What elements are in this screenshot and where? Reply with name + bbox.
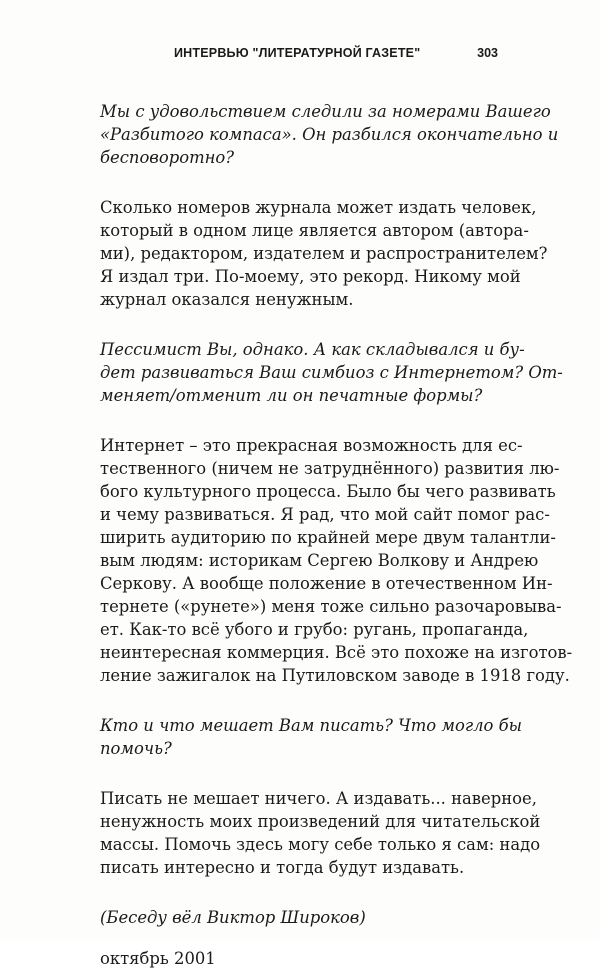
text-line: ширить аудиторию по крайней мере двум талантли- [100, 528, 556, 547]
text-line: писать интересно и тогда будут издавать. [100, 858, 465, 877]
answer-paragraph [100, 434, 573, 687]
text-line: помочь? [100, 739, 172, 758]
text-line: Интернет – это прекрасная возможность для ес- [100, 436, 523, 455]
text-line: ет. Как-то всё убого и грубо: ругань, пропаганда, [100, 620, 529, 639]
text-line: бесповоротно? [100, 148, 235, 167]
text-line: Пессимист Вы, однако. А как складывался и бу- [100, 340, 525, 359]
text-line: дет развиваться Ваш симбиоз с Интернетом? От- [100, 363, 563, 382]
text-line: меняет/отменит ли он печатные формы? [100, 386, 483, 405]
text-line: Мы с удовольствием следили за номерами Вашего [100, 102, 551, 121]
interview-blocks [100, 100, 573, 879]
text-line: Сколько номеров журнала может издать человек, [100, 198, 537, 217]
running-head [100, 46, 510, 66]
text-line: «Разбитого компаса». Он разбился окончательно и [100, 125, 559, 144]
text-line: журнал оказался ненужным. [100, 290, 354, 309]
text-line: Писать не мешает ничего. А издавать... наверное, [100, 789, 537, 808]
text-line: ление зажигалок на Путиловском заводе в 1918 году. [100, 666, 570, 685]
answer-paragraph [100, 787, 541, 879]
text-line: неинтересная коммерция. Всё это похоже на изготов- [100, 643, 573, 662]
text-line: вым людям: историкам Сергею Волкову и Андрею [100, 551, 539, 570]
question-paragraph [100, 100, 559, 169]
text-line: бого культурного процесса. Было бы чего развивать [100, 482, 556, 501]
date-line: октябрь 2001 [100, 949, 216, 968]
text-line: тественного (ничем не затруднённого) развития лю- [100, 459, 560, 478]
interviewer-credit: (Беседу вёл Виктор Широков) [100, 908, 366, 927]
body-text [100, 100, 573, 970]
answer-paragraph [100, 196, 548, 311]
text-line: ми), редактором, издателем и распространителем? [100, 244, 548, 263]
running-title: ИНТЕРВЬЮ "ЛИТЕРАТУРНОЙ ГАЗЕТЕ" [174, 46, 421, 60]
text-line: массы. Помочь здесь могу себе только я сам: надо [100, 835, 541, 854]
question-paragraph [100, 338, 563, 407]
text-line: Кто и что мешает Вам писать? Что могло бы [100, 716, 522, 735]
text-line: который в одном лице является автором (авторa- [100, 221, 529, 240]
text-line: и чему развиваться. Я рад, что мой сайт помог рас- [100, 505, 550, 524]
text-line: тернете («рунете») меня тоже сильно разочаровыва- [100, 597, 562, 616]
page-number: 303 [477, 46, 498, 60]
text-line: ненужность моих произведений для читательской [100, 812, 541, 831]
question-paragraph [100, 714, 522, 760]
text-line: Я издал три. По-моему, это рекорд. Никому мой [100, 267, 521, 286]
text-line: Серкову. А вообще положение в отечественном Ин- [100, 574, 553, 593]
